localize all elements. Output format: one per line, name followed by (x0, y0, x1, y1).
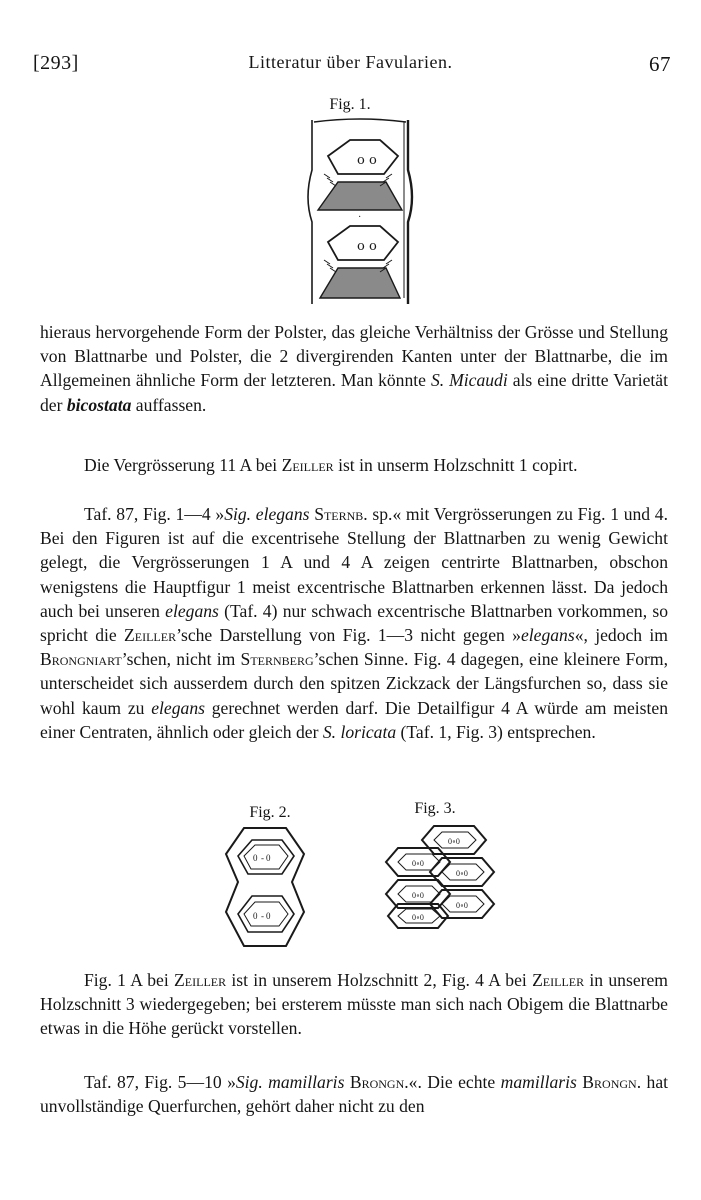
author-name: Sternberg (240, 649, 314, 670)
author-name: Brongn. (582, 1072, 642, 1092)
svg-text:o: o (357, 153, 365, 168)
species-name: Sig. elegans (224, 504, 310, 524)
svg-text:0: 0 (266, 911, 271, 921)
svg-text:-: - (261, 911, 264, 921)
paragraph-4-text-3: in unserem Holzschnitt 3 wiedergegeben; bei ersterem müsste man sich nach Obigem die Blattnarbe etwas in die Höhe gerückt vorstellen. (40, 970, 668, 1039)
paragraph-3-text-7: ’schen, nicht im (121, 649, 241, 670)
species-name: elegans (520, 625, 575, 646)
paragraph-3-text-10: (Taf. 1, Fig. 3) entsprechen. (396, 721, 596, 742)
running-title: Litteratur über Favularien. (248, 52, 453, 72)
page-reference: [293] (33, 52, 79, 74)
variety-name: bicostata (66, 394, 132, 415)
paragraph-3-text-9: gerechnet werden darf. Die Detailfigur 4 A würde am meisten einer Centraten, ähnlich oder gleich der (40, 697, 668, 742)
author-name: Sternb. (314, 504, 368, 524)
svg-text:0∘0: 0∘0 (456, 901, 468, 910)
paragraph-4-text-2: ist in unserem Holzschnitt 2, Fig. 4 A bei (226, 970, 533, 990)
paragraph-5-text-3: «. Die echte (408, 1072, 501, 1092)
paragraph-3-text-6: «, jedoch im (574, 625, 668, 646)
paragraph-5-text-5: hat unvollständige Querfurchen, gehört daher nicht zu den (40, 1072, 669, 1117)
paragraph-3-text-5: ’sche Darstellung von Fig. 1—3 nicht gegen » (176, 625, 521, 646)
paragraph-2-text-2: ist in unserm Holzschnitt 1 copirt. (333, 455, 578, 475)
species-name: elegans (151, 697, 205, 718)
species-name: S. Micaudi (430, 370, 508, 391)
paragraph-5-text-1: Taf. 87, Fig. 5—10 » (84, 1072, 236, 1092)
svg-text:0∘0: 0∘0 (412, 859, 424, 868)
author-name: Brongn. (349, 1072, 409, 1092)
paragraph-3-text-3: sp.« mit Vergrösserungen zu Fig. 1 und 4. Bei den Figuren ist auf die excentrisehe Stellung der Blattnarben zu wenig Gewicht gelegt, die Vergrösserungen 1 A und 4 A zeigen centrirte Blattnarben, obschon wenigstens die Hauptfigur 1 meist excentrische Blattnarben erkennen lässt. Da jedoch auch bei unseren (40, 504, 668, 621)
paragraph-1-text-2: als eine dritte Varietät der (40, 370, 668, 415)
paragraph-1-text-3: auffassen. (131, 394, 207, 415)
figure-1-caption: Fig. 1. (329, 96, 371, 113)
svg-text:·: · (358, 212, 362, 223)
paragraph-2-text-1: Die Vergrösserung 11 A bei (84, 455, 282, 475)
paragraph-3-text-1: Taf. 87, Fig. 1—4 » (84, 504, 225, 524)
paragraph-3 (40, 502, 668, 744)
species-name: mamillaris (500, 1072, 577, 1092)
author-name: Zeiller (124, 625, 177, 646)
paragraph-3-text-8: ’schen Sinne. Fig. 4 dagegen, eine kleinere Form, unterscheidet sich ausserdem durch den spitzen Zickzack der Längsfurchen so, dass sie wohl kaum zu (40, 649, 669, 718)
figure-3-illustration (384, 824, 496, 934)
page-number: 67 (649, 52, 671, 76)
figure-1-illustration (300, 118, 420, 308)
svg-text:0: 0 (266, 853, 271, 863)
species-name: elegans (165, 600, 219, 621)
paragraph-4 (40, 968, 668, 1041)
svg-text:0∘0: 0∘0 (412, 891, 424, 900)
svg-text:o: o (357, 239, 365, 254)
paragraph-1-text-1: hieraus hervorgehende Form der Polster, das gleiche Verhältniss der Grösse und Stellung von Blattnarbe und Polster, die 2 divergirenden Kanten unter der Blattnarbe, die im Allgemeinen ähnliche Form der letzteren. Man könnte (40, 322, 668, 391)
author-name: Brongniart (40, 649, 122, 670)
figure-2-illustration (222, 826, 308, 950)
svg-text:-: - (261, 853, 264, 863)
svg-text:0: 0 (253, 853, 258, 863)
paragraph-2 (40, 453, 668, 477)
svg-text:0∘0: 0∘0 (412, 913, 424, 922)
author-name: Zeiller (532, 970, 585, 990)
species-name: S. loricata (322, 721, 397, 742)
svg-text:0: 0 (253, 911, 258, 921)
author-name: Zeiller (281, 455, 334, 475)
author-name: Zeiller (174, 970, 227, 990)
svg-text:o: o (369, 153, 377, 168)
svg-text:o: o (369, 239, 377, 254)
svg-text:0∘0: 0∘0 (448, 837, 460, 846)
svg-text:0∘0: 0∘0 (456, 869, 468, 878)
species-name: Sig. mamillaris (235, 1072, 345, 1092)
paragraph-4-text-1: Fig. 1 A bei (84, 970, 175, 990)
paragraph-1 (40, 320, 668, 417)
paragraph-5 (40, 1070, 668, 1118)
figure-3-caption: Fig. 3. (414, 800, 456, 817)
paragraph-3-text-4: (Taf. 4) nur schwach excentrische Blattnarben vorkommen, so spricht die (40, 600, 668, 646)
figure-2-caption: Fig. 2. (249, 804, 291, 821)
